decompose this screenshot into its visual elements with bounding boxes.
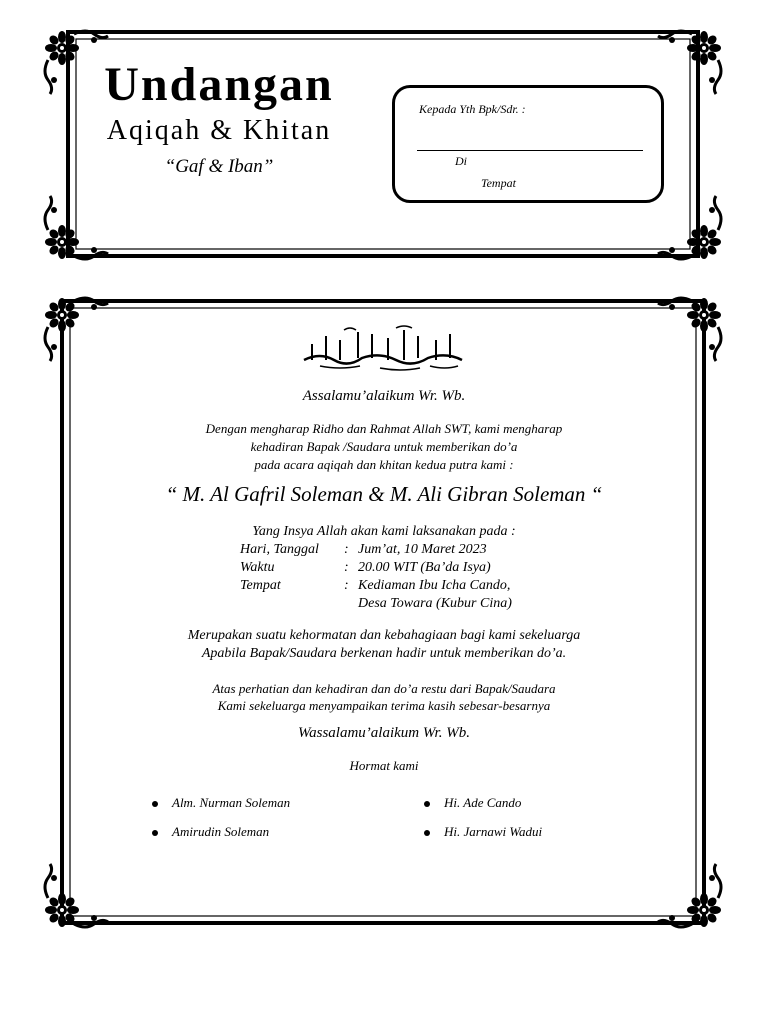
bullet-icon — [424, 830, 430, 836]
schedule-value: Desa Towara (Kubur Cina) — [358, 596, 512, 611]
bullet-icon — [152, 830, 158, 836]
family-member — [424, 824, 542, 840]
schedule-row — [240, 577, 512, 595]
recipient-name-line — [417, 150, 643, 151]
invitation-title: Undangan — [104, 58, 334, 111]
schedule-label: Tempat — [240, 578, 281, 593]
family-member — [424, 795, 521, 811]
intro-line: pada acara aqiqah dan khitan kedua putra kami : — [254, 457, 514, 472]
schedule-colon — [344, 595, 356, 613]
corner-ornament-icon — [40, 192, 112, 264]
corner-ornament-icon — [40, 293, 112, 365]
corner-ornament-icon — [654, 26, 726, 98]
thanks-line: Kami sekeluarga menyampaikan terima kasih sebesar-besarnya — [217, 698, 551, 713]
recipient-label: Kepada Yth Bpk/Sdr. : — [419, 102, 526, 116]
schedule-colon: : — [344, 578, 349, 593]
schedule-row — [240, 595, 512, 613]
intro-line: kehadiran Bapak /Saudara untuk memberikan do’a — [250, 439, 518, 454]
schedule-intro: Yang Insya Allah akan kami laksanakan pada : — [252, 524, 516, 539]
honor-line: Merupakan suatu kehormatan dan kebahagiaan bagi kami sekeluarga — [187, 628, 581, 643]
schedule-row — [240, 559, 512, 577]
schedule-value: 20.00 WIT (Ba’da Isya) — [358, 560, 491, 575]
corner-ornament-icon — [654, 860, 726, 932]
children-names: “ M. Al Gafril Soleman & M. Ali Gibran Soleman “ — [165, 482, 603, 506]
recipient-address-box — [392, 85, 664, 203]
family-member-name: Amirudin Soleman — [172, 824, 270, 839]
bullet-icon — [424, 801, 430, 807]
intro-line: Dengan mengharap Ridho dan Rahmat Allah SWT, kami mengharap — [205, 421, 563, 436]
schedule-value: Jum’at, 10 Maret 2023 — [358, 542, 487, 557]
bullet-icon — [152, 801, 158, 807]
schedule-colon: : — [344, 560, 349, 575]
family-member — [152, 824, 269, 840]
family-member — [152, 795, 290, 811]
opening-greeting: Assalamu’alaikum Wr. Wb. — [302, 388, 466, 404]
schedule-label: Waktu — [240, 560, 275, 575]
invitation-subtitle: Aqiqah & Khitan — [106, 115, 332, 146]
corner-ornament-icon — [40, 860, 112, 932]
recipient-place-label: Tempat — [481, 176, 516, 190]
event-schedule — [240, 541, 512, 613]
schedule-label — [240, 595, 344, 613]
invitation-title-block — [54, 58, 384, 178]
intro-paragraph — [70, 420, 698, 474]
regards-label: Hormat kami — [349, 758, 419, 773]
honor-line: Apabila Bapak/Saudara berkenan hadir untuk memberikan do’a. — [201, 646, 567, 661]
schedule-colon: : — [344, 542, 349, 557]
thanks-line: Atas perhatian dan kehadiran dan do’a restu dari Bapak/Saudara — [212, 681, 556, 696]
corner-ornament-icon — [654, 192, 726, 264]
schedule-row — [240, 541, 512, 559]
family-member-name: Hi. Jarnawi Wadui — [444, 824, 543, 839]
honor-paragraph — [70, 627, 698, 663]
basmala-calligraphy-icon — [300, 322, 466, 372]
schedule-value: Kediaman Ibu Icha Cando, — [358, 578, 511, 593]
recipient-di-label: Di — [455, 154, 467, 168]
thanks-paragraph — [70, 680, 698, 714]
schedule-label: Hari, Tanggal — [240, 542, 319, 557]
closing-greeting: Wassalamu’alaikum Wr. Wb. — [298, 725, 470, 741]
corner-ornament-icon — [654, 293, 726, 365]
invitation-nicknames: “Gaf & Iban” — [164, 156, 274, 177]
family-member-name: Hi. Ade Cando — [444, 795, 522, 810]
family-member-name: Alm. Nurman Soleman — [172, 795, 291, 810]
